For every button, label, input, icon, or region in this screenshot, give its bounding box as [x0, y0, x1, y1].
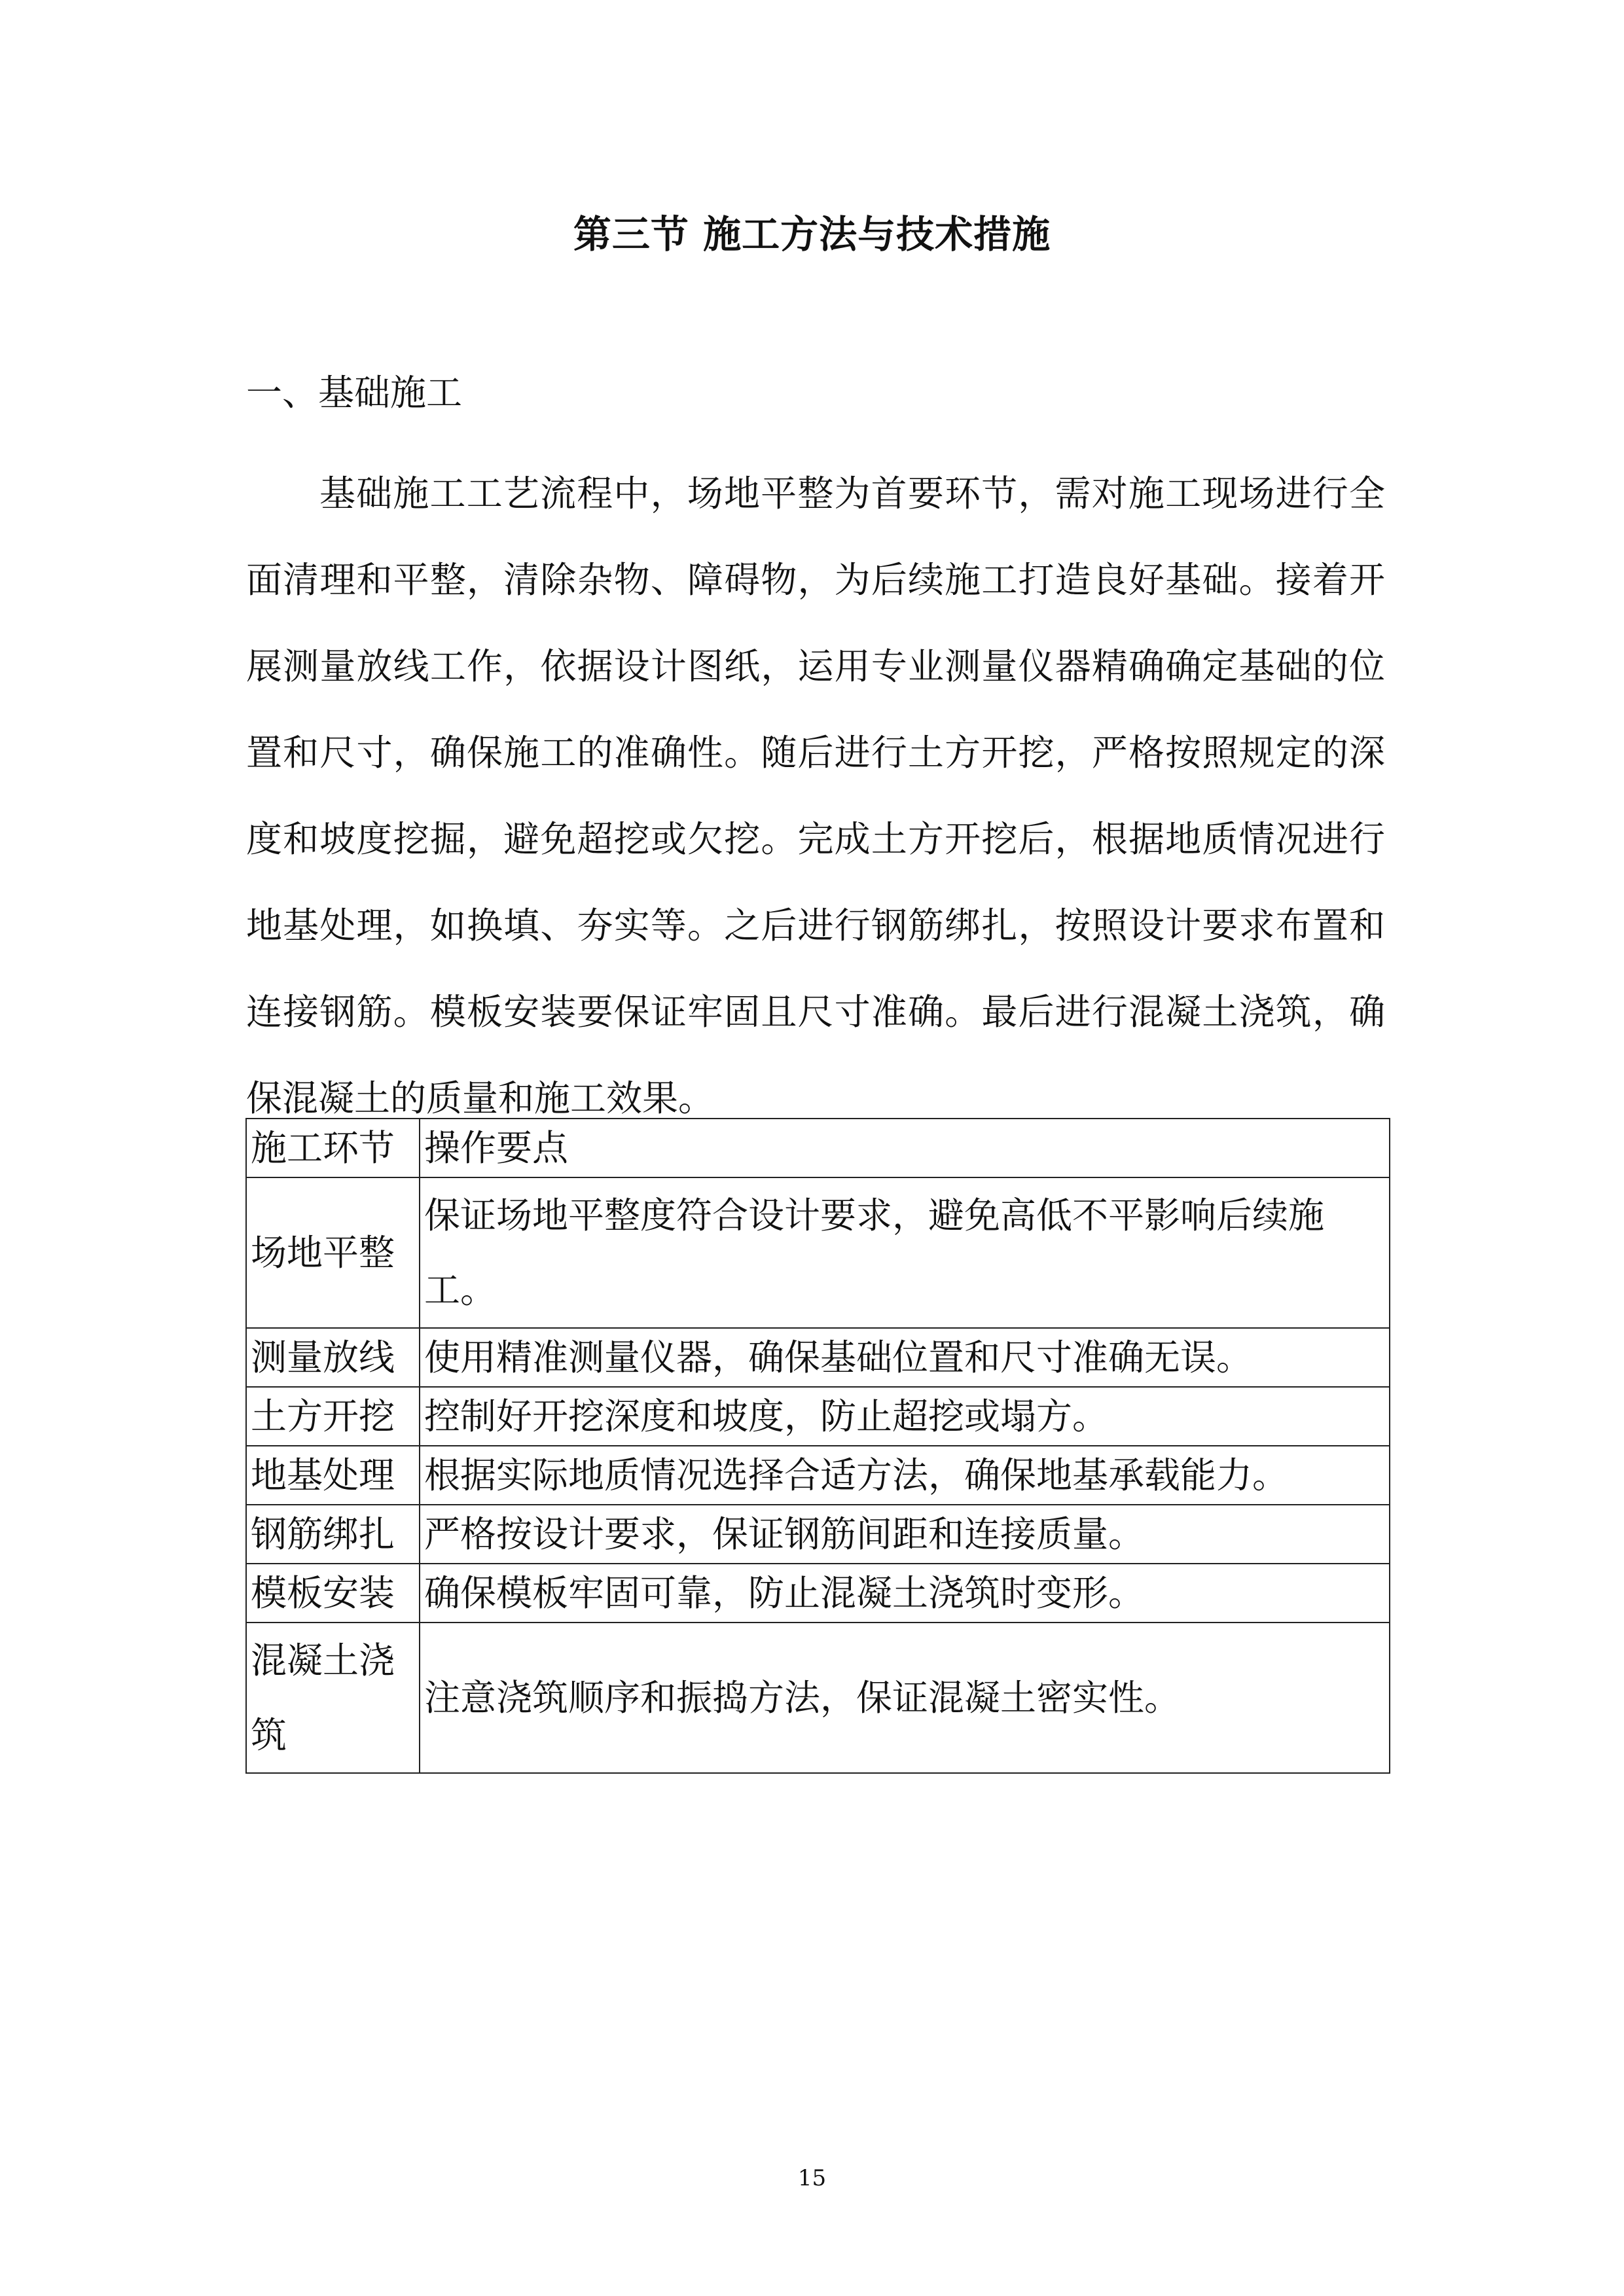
table-cell-point: 严格按设计要求，保证钢筋间距和连接质量。 — [420, 1505, 1390, 1564]
table-row — [246, 1446, 1390, 1505]
table-cell-step: 场地平整 — [246, 1177, 420, 1328]
table-cell-step: 混凝土浇筑 — [246, 1623, 420, 1773]
table-row — [246, 1387, 1390, 1446]
page-number: 15 — [797, 2165, 827, 2191]
table-cell-point: 控制好开挖深度和坡度，防止超挖或塌方。 — [420, 1387, 1390, 1446]
table-cell-step: 地基处理 — [246, 1446, 420, 1505]
section-heading: 一、基础施工 — [246, 372, 463, 414]
table-cell-point: 保证场地平整度符合设计要求，避免高低不平影响后续施工。 — [420, 1177, 1390, 1328]
table-header-row — [246, 1119, 1390, 1177]
table-cell-step: 模板安装 — [246, 1564, 420, 1623]
table-header-cell: 施工环节 — [246, 1119, 420, 1177]
table-header-cell: 操作要点 — [420, 1119, 1390, 1177]
page-title: 第三节 施工方法与技术措施 — [573, 212, 1051, 257]
table-cell-point: 确保模板牢固可靠，防止混凝土浇筑时变形。 — [420, 1564, 1390, 1623]
table-row — [246, 1328, 1390, 1387]
table-row — [246, 1623, 1390, 1773]
table-row — [246, 1177, 1390, 1328]
table-row — [246, 1505, 1390, 1564]
table-cell-step: 钢筋绑扎 — [246, 1505, 420, 1564]
body-paragraph: 基础施工工艺流程中，场地平整为首要环节，需对施工现场进行全面清理和平整，清除杂物、障碍物，为后续施工打造良好基础。接着开展测量放线工作，依据设计图纸，运用专业测量仪器精确确定基础的位置和尺寸，确保施工的准确性。随后进行土方开挖，严格按照规定的深度和坡度挖掘，避免超挖或欠挖。完成土方开挖后，根据地质情况进行地基处理，如换填、夯实等。之后进行钢筋绑扎，按照设计要求布置和连接钢筋。模板安装要保证牢固且尺寸准确。最后进行混凝土浇筑，确保混凝土的质量和施工效果。 — [246, 473, 1385, 1119]
table-cell-point: 使用精准测量仪器，确保基础位置和尺寸准确无误。 — [420, 1328, 1390, 1387]
table-cell-step: 测量放线 — [246, 1328, 420, 1387]
table-cell-point: 根据实际地质情况选择合适方法，确保地基承载能力。 — [420, 1446, 1390, 1505]
table-cell-step: 土方开挖 — [246, 1387, 420, 1446]
table-cell-point: 注意浇筑顺序和振捣方法，保证混凝土密实性。 — [420, 1623, 1390, 1773]
table-row — [246, 1564, 1390, 1623]
construction-steps-table — [245, 1118, 1390, 1774]
